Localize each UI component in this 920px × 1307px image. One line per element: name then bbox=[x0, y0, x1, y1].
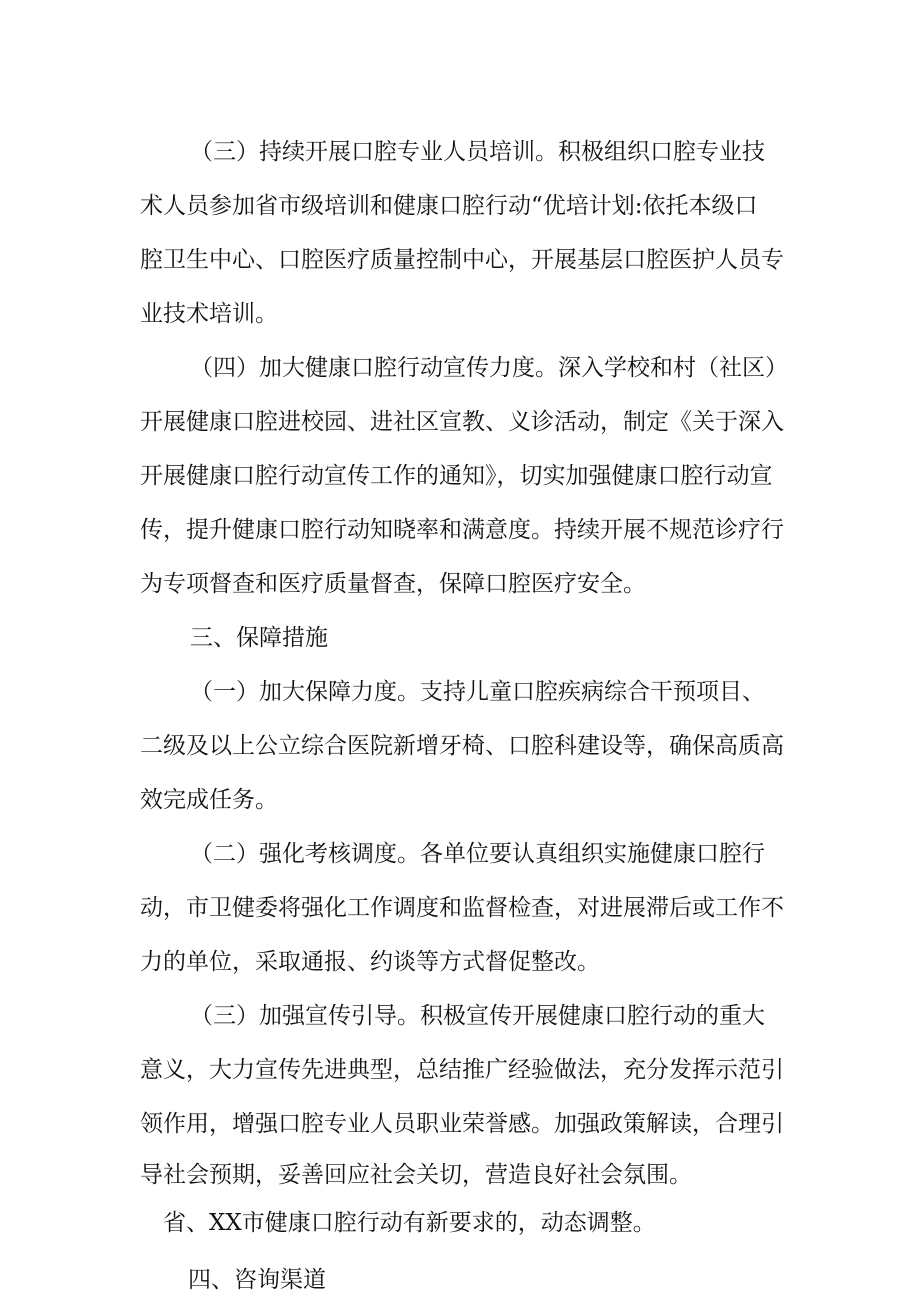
document-body bbox=[140, 125, 800, 1307]
paragraph-publicity-line-3: 开展健康口腔行动宣传工作的通知》，切实加强健康口腔行动宣 bbox=[140, 463, 773, 489]
paragraph-dynamic-adjustment: 省、XX市健康口腔行动有新要求的，动态调整。 bbox=[163, 1210, 656, 1236]
paragraph-training-line-1: （三）持续开展口腔专业人员培训。积极组织口腔专业技 bbox=[190, 139, 765, 165]
paragraph-support-line-2: 二级及以上公立综合医院新增牙椅、口腔科建设等，确保高质高 bbox=[140, 733, 784, 759]
section-heading-consultation: 四、咨询渠道 bbox=[188, 1267, 326, 1293]
paragraph-publicity-line-4: 传，提升健康口腔行动知晓率和满意度。持续开展不规范诊疗行 bbox=[140, 517, 784, 543]
paragraph-assessment-line-1: （二）强化考核调度。各单位要认真组织实施健康口腔行 bbox=[190, 841, 765, 867]
section-heading-safeguards: 三、保障措施 bbox=[190, 625, 328, 651]
paragraph-training-line-3: 腔卫生中心、口腔医疗质量控制中心，开展基层口腔医护人员专 bbox=[140, 247, 784, 273]
paragraph-training-line-2: 术人员参加省市级培训和健康口腔行动“优培计划:依托本级口 bbox=[140, 193, 758, 219]
paragraph-assessment-line-2: 动，市卫健委将强化工作调度和监督检查，对进展滞后或工作不 bbox=[140, 895, 784, 921]
paragraph-guidance-line-2: 意义，大力宣传先进典型，总结推广经验做法，充分发挥示范引 bbox=[140, 1057, 784, 1083]
paragraph-support-line-3: 效完成任务。 bbox=[140, 787, 278, 813]
paragraph-guidance-line-3: 领作用，增强口腔专业人员职业荣誉感。加强政策解读，合理引 bbox=[140, 1111, 784, 1137]
paragraph-support-line-1: （一）加大保障力度。支持儿童口腔疾病综合干预项目、 bbox=[190, 679, 765, 705]
paragraph-publicity-line-2: 开展健康口腔进校园、进社区宣教、义诊活动，制定《关于深入 bbox=[140, 409, 784, 435]
paragraph-assessment-line-3: 力的单位，采取通报、约谈等方式督促整改。 bbox=[140, 949, 600, 975]
paragraph-guidance-line-1: （三）加强宣传引导。积极宣传开展健康口腔行动的重大 bbox=[190, 1003, 765, 1029]
paragraph-training-line-4: 业技术培训。 bbox=[140, 301, 278, 327]
paragraph-publicity-line-1: （四）加大健康口腔行动宣传力度。深入学校和村（社区） bbox=[190, 355, 788, 381]
paragraph-guidance-line-4: 导社会预期，妥善回应社会关切，营造良好社会氛围。 bbox=[140, 1162, 692, 1188]
paragraph-publicity-line-5: 为专项督查和医疗质量督查，保障口腔医疗安全。 bbox=[140, 571, 646, 597]
